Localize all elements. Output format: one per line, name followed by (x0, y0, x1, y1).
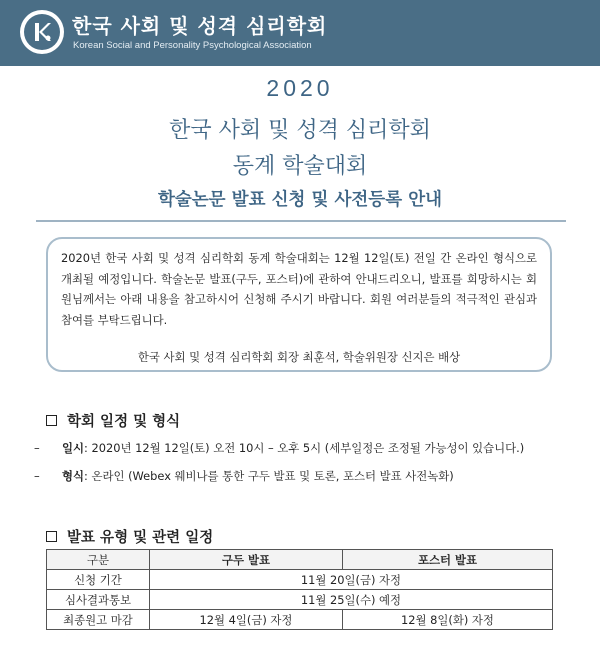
notice-box (46, 237, 552, 372)
header-banner (0, 0, 600, 66)
logo-emblem (24, 14, 60, 50)
title-year: 2020 (266, 75, 334, 101)
item-text: : 온라인 (Webex 웨비나를 통한 구두 발표 및 토론, 포스터 발표 사전녹화) (84, 469, 454, 483)
title-subtitle: 학술논문 발표 신청 및 사전등록 안내 (157, 190, 443, 210)
table-cell-value: 11월 25일(수) 예정 (150, 590, 553, 610)
title-association: 한국 사회 및 성격 심리학회 (169, 118, 431, 143)
association-logo (20, 10, 64, 54)
schedule-item-format (34, 468, 454, 484)
table-header-row (47, 550, 553, 570)
table-cell-value: 12월 8일(화) 자정 (343, 610, 553, 630)
table-header-cell: 구두 발표 (150, 550, 343, 570)
square-bullet-icon (46, 531, 57, 542)
table-row (47, 570, 553, 590)
dash-bullet: – (34, 469, 40, 483)
item-label: 형식 (62, 469, 85, 483)
item-label: 일시 (62, 441, 85, 455)
table-row (47, 610, 553, 630)
item-text: : 2020년 12월 12일(토) 오전 10시 – 오후 5시 (세부일정은 조정될 가능성이 있습니다.) (84, 441, 525, 455)
table-cell-label: 최종원고 마감 (47, 610, 150, 630)
table-cell-label: 심사결과통보 (47, 590, 150, 610)
k-letter-icon (29, 19, 55, 45)
table-cell-value: 12월 4일(금) 자정 (150, 610, 343, 630)
notice-signature: 한국 사회 및 성격 심리학회 회장 최훈석, 학술위원장 신지은 배상 (137, 350, 461, 364)
org-name-english: Korean Social and Personality Psychological Association (73, 40, 312, 51)
schedule-item-date (34, 440, 524, 456)
table-row (47, 590, 553, 610)
title-event: 동계 학술대회 (232, 154, 368, 179)
title-divider (36, 220, 566, 222)
section-heading-text: 발표 유형 및 관련 일정 (67, 530, 214, 546)
square-bullet-icon (46, 415, 57, 426)
section-heading-text: 학회 일정 및 형식 (67, 414, 181, 430)
dash-bullet: – (34, 441, 40, 455)
org-name-korean: 한국 사회 및 성격 심리학회 (72, 14, 328, 38)
notice-body: 2020년 한국 사회 및 성격 심리학회 동계 학술대회는 12월 12일(토) 전일 간 온라인 형식으로 개최될 예정입니다. 학술논문 발표(구두, 포스터)에 관하여 안내드리오니, 발표를 희망하시는 회원님께서는 아래 내용을 참고하시어 신청해 주시기 바랍니다. 회원 여러분들의 적극적인 관심과 참여를 부탁드립니다. (61, 251, 537, 327)
table-header-cell: 포스터 발표 (343, 550, 553, 570)
schedule-table (46, 549, 553, 630)
table-cell-label: 신청 기간 (47, 570, 150, 590)
section-heading-schedule (46, 410, 180, 431)
table-cell-value: 11월 20일(금) 자정 (150, 570, 553, 590)
table-header-cell: 구분 (47, 550, 150, 570)
section-heading-presentation (46, 526, 213, 547)
